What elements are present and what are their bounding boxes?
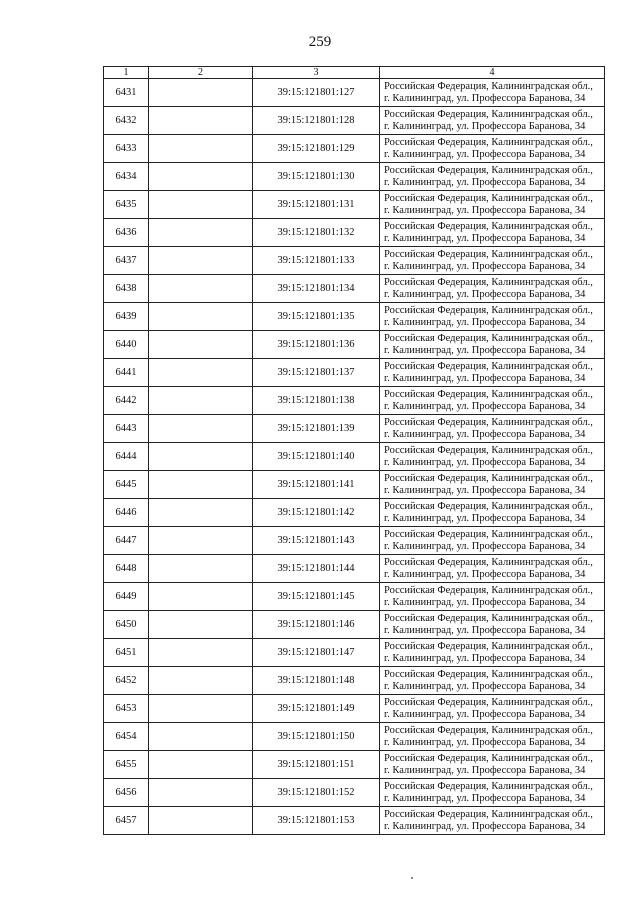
row-number-cell: 6436 — [104, 219, 149, 247]
address-line-2: г. Калининград, ул. Профессора Баранова, 34 — [384, 232, 586, 244]
row-col2-cell — [149, 135, 253, 163]
row-number-cell: 6435 — [104, 191, 149, 219]
address-cell — [380, 611, 605, 639]
address-cell — [380, 107, 605, 135]
row-number-cell: 6444 — [104, 443, 149, 471]
address-line-1: Российская Федерация, Калининградская обл., — [384, 444, 593, 456]
address-line-1: Российская Федерация, Калининградская обл., — [384, 668, 593, 680]
row-col2-cell — [149, 219, 253, 247]
address-cell — [380, 527, 605, 555]
row-number-cell: 6453 — [104, 695, 149, 723]
cadastral-number-cell: 39:15:121801:128 — [253, 107, 380, 135]
address-line-2: г. Калининград, ул. Профессора Баранова, 34 — [384, 148, 586, 160]
address-line-1: Российская Федерация, Калининградская обл., — [384, 724, 593, 736]
address-cell — [380, 639, 605, 667]
table-row — [104, 247, 605, 275]
cadastral-number-cell: 39:15:121801:140 — [253, 443, 380, 471]
table-row — [104, 583, 605, 611]
address-line-2: г. Калининград, ул. Профессора Баранова, 34 — [384, 428, 586, 440]
address-line-2: г. Калининград, ул. Профессора Баранова, 34 — [384, 596, 586, 608]
address-line-2: г. Калининград, ул. Профессора Баранова, 34 — [384, 680, 586, 692]
row-col2-cell — [149, 807, 253, 835]
row-col2-cell — [149, 527, 253, 555]
cadastral-number-cell: 39:15:121801:144 — [253, 555, 380, 583]
address-cell — [380, 331, 605, 359]
row-number-cell: 6442 — [104, 387, 149, 415]
cadastral-number-cell: 39:15:121801:143 — [253, 527, 380, 555]
page-number: 259 — [308, 34, 332, 50]
header-row — [104, 67, 605, 79]
address-line-2: г. Калининград, ул. Профессора Баранова, 34 — [384, 792, 586, 804]
row-number-cell: 6447 — [104, 527, 149, 555]
row-number-cell: 6455 — [104, 751, 149, 779]
address-line-1: Российская Федерация, Калининградская обл., — [384, 416, 593, 428]
cadastral-number-cell: 39:15:121801:134 — [253, 275, 380, 303]
address-line-1: Российская Федерация, Калининградская обл., — [384, 276, 593, 288]
row-number-cell: 6440 — [104, 331, 149, 359]
address-line-2: г. Калининград, ул. Профессора Баранова, 34 — [384, 204, 586, 216]
cadastral-number-cell: 39:15:121801:139 — [253, 415, 380, 443]
row-number-cell: 6431 — [104, 79, 149, 107]
cadastral-number-cell: 39:15:121801:135 — [253, 303, 380, 331]
row-col2-cell — [149, 555, 253, 583]
address-cell — [380, 443, 605, 471]
address-line-2: г. Калининград, ул. Профессора Баранова, 34 — [384, 540, 586, 552]
address-line-2: г. Калининград, ул. Профессора Баранова, 34 — [384, 820, 586, 832]
table-row — [104, 163, 605, 191]
address-line-1: Российская Федерация, Калининградская обл., — [384, 220, 593, 232]
address-line-2: г. Калининград, ул. Профессора Баранова, 34 — [384, 736, 586, 748]
address-cell — [380, 275, 605, 303]
table-row — [104, 639, 605, 667]
row-number-cell: 6438 — [104, 275, 149, 303]
table-row — [104, 135, 605, 163]
row-col2-cell — [149, 275, 253, 303]
header-col-4: 4 — [380, 67, 605, 79]
address-line-1: Российская Федерация, Калининградская обл., — [384, 584, 593, 596]
table-header — [104, 67, 605, 79]
table-row — [104, 527, 605, 555]
address-line-2: г. Калининград, ул. Профессора Баранова, 34 — [384, 624, 586, 636]
table-row — [104, 191, 605, 219]
table-body — [104, 79, 605, 835]
address-cell — [380, 667, 605, 695]
cadastral-number-cell: 39:15:121801:131 — [253, 191, 380, 219]
cadastral-number-cell: 39:15:121801:142 — [253, 499, 380, 527]
cadastral-number-cell: 39:15:121801:145 — [253, 583, 380, 611]
table-row — [104, 751, 605, 779]
header-col-1: 1 — [104, 67, 149, 79]
address-line-2: г. Калининград, ул. Профессора Баранова, 34 — [384, 568, 586, 580]
cadastral-number-cell: 39:15:121801:148 — [253, 667, 380, 695]
address-line-1: Российская Федерация, Калининградская обл., — [384, 388, 593, 400]
cadastral-number-cell: 39:15:121801:146 — [253, 611, 380, 639]
address-line-1: Российская Федерация, Калининградская обл., — [384, 80, 593, 92]
table-row — [104, 695, 605, 723]
address-line-1: Российская Федерация, Калининградская обл., — [384, 556, 593, 568]
address-cell — [380, 751, 605, 779]
address-line-1: Российская Федерация, Калининградская обл., — [384, 192, 593, 204]
address-cell — [380, 219, 605, 247]
address-cell — [380, 499, 605, 527]
address-line-1: Российская Федерация, Калининградская обл., — [384, 108, 593, 120]
row-number-cell: 6433 — [104, 135, 149, 163]
row-col2-cell — [149, 583, 253, 611]
cadastral-number-cell: 39:15:121801:136 — [253, 331, 380, 359]
table-row — [104, 331, 605, 359]
row-col2-cell — [149, 303, 253, 331]
row-number-cell: 6437 — [104, 247, 149, 275]
header-col-2: 2 — [149, 67, 253, 79]
address-line-2: г. Калининград, ул. Профессора Баранова, 34 — [384, 456, 586, 468]
cadastral-number-cell: 39:15:121801:147 — [253, 639, 380, 667]
table-row — [104, 779, 605, 807]
cadastral-number-cell: 39:15:121801:141 — [253, 471, 380, 499]
cadastral-number-cell: 39:15:121801:132 — [253, 219, 380, 247]
address-cell — [380, 555, 605, 583]
address-line-2: г. Калининград, ул. Профессора Баранова, 34 — [384, 652, 586, 664]
row-col2-cell — [149, 695, 253, 723]
row-col2-cell — [149, 247, 253, 275]
row-col2-cell — [149, 191, 253, 219]
address-line-2: г. Калининград, ул. Профессора Баранова, 34 — [384, 288, 586, 300]
row-number-cell: 6450 — [104, 611, 149, 639]
row-col2-cell — [149, 107, 253, 135]
address-line-1: Российская Федерация, Калининградская обл., — [384, 304, 593, 316]
address-line-2: г. Калининград, ул. Профессора Баранова, 34 — [384, 176, 586, 188]
table-row — [104, 723, 605, 751]
address-cell — [380, 723, 605, 751]
address-cell — [380, 359, 605, 387]
table-row — [104, 359, 605, 387]
row-col2-cell — [149, 723, 253, 751]
address-line-1: Российская Федерация, Калининградская обл., — [384, 360, 593, 372]
row-col2-cell — [149, 443, 253, 471]
address-line-1: Российская Федерация, Калининградская обл., — [384, 472, 593, 484]
table-row — [104, 107, 605, 135]
row-col2-cell — [149, 779, 253, 807]
row-col2-cell — [149, 359, 253, 387]
address-line-2: г. Калининград, ул. Профессора Баранова, 34 — [384, 400, 586, 412]
row-number-cell: 6434 — [104, 163, 149, 191]
address-cell — [380, 695, 605, 723]
address-line-2: г. Калининград, ул. Профессора Баранова, 34 — [384, 708, 586, 720]
row-number-cell: 6456 — [104, 779, 149, 807]
address-line-2: г. Калининград, ул. Профессора Баранова, 34 — [384, 372, 586, 384]
address-line-2: г. Калининград, ул. Профессора Баранова, 34 — [384, 484, 586, 496]
address-line-1: Российская Федерация, Калининградская обл., — [384, 248, 593, 260]
address-line-1: Российская Федерация, Калининградская обл., — [384, 780, 593, 792]
cadastral-number-cell: 39:15:121801:153 — [253, 807, 380, 835]
address-cell — [380, 779, 605, 807]
row-number-cell: 6443 — [104, 415, 149, 443]
address-cell — [380, 79, 605, 107]
cadastral-number-cell: 39:15:121801:152 — [253, 779, 380, 807]
address-line-2: г. Калининград, ул. Профессора Баранова, 34 — [384, 316, 586, 328]
header-col-3: 3 — [253, 67, 380, 79]
cadastral-number-cell: 39:15:121801:149 — [253, 695, 380, 723]
table-row — [104, 667, 605, 695]
row-col2-cell — [149, 499, 253, 527]
address-line-1: Российская Федерация, Калининградская обл., — [384, 612, 593, 624]
address-line-2: г. Калининград, ул. Профессора Баранова, 34 — [384, 260, 586, 272]
table-row — [104, 219, 605, 247]
table-row — [104, 611, 605, 639]
row-number-cell: 6451 — [104, 639, 149, 667]
address-line-1: Российская Федерация, Калининградская обл., — [384, 640, 593, 652]
row-col2-cell — [149, 611, 253, 639]
registry-table — [103, 66, 605, 835]
table-row — [104, 79, 605, 107]
cadastral-number-cell: 39:15:121801:133 — [253, 247, 380, 275]
address-line-2: г. Калининград, ул. Профессора Баранова, 34 — [384, 120, 586, 132]
address-line-1: Российская Федерация, Калининградская обл., — [384, 752, 593, 764]
cadastral-number-cell: 39:15:121801:130 — [253, 163, 380, 191]
address-line-1: Российская Федерация, Калининградская обл., — [384, 500, 593, 512]
row-number-cell: 6432 — [104, 107, 149, 135]
row-number-cell: 6448 — [104, 555, 149, 583]
address-line-1: Российская Федерация, Калининградская обл., — [384, 696, 593, 708]
address-cell — [380, 807, 605, 835]
row-col2-cell — [149, 751, 253, 779]
address-line-1: Российская Федерация, Калининградская обл., — [384, 528, 593, 540]
address-cell — [380, 583, 605, 611]
row-number-cell: 6449 — [104, 583, 149, 611]
row-col2-cell — [149, 387, 253, 415]
table-row — [104, 415, 605, 443]
row-number-cell: 6452 — [104, 667, 149, 695]
table-row — [104, 807, 605, 835]
cadastral-number-cell: 39:15:121801:138 — [253, 387, 380, 415]
address-line-1: Российская Федерация, Калининградская обл., — [384, 332, 593, 344]
table-row — [104, 471, 605, 499]
address-line-1: Российская Федерация, Калининградская обл., — [384, 808, 593, 820]
row-number-cell: 6445 — [104, 471, 149, 499]
row-col2-cell — [149, 667, 253, 695]
table-row — [104, 303, 605, 331]
table-row — [104, 275, 605, 303]
row-col2-cell — [149, 79, 253, 107]
row-number-cell: 6457 — [104, 807, 149, 835]
row-col2-cell — [149, 331, 253, 359]
address-cell — [380, 135, 605, 163]
row-number-cell: 6454 — [104, 723, 149, 751]
address-line-2: г. Калининград, ул. Профессора Баранова, 34 — [384, 92, 586, 104]
table-row — [104, 499, 605, 527]
address-cell — [380, 303, 605, 331]
scan-dot — [411, 877, 413, 879]
address-line-2: г. Калининград, ул. Профессора Баранова, 34 — [384, 764, 586, 776]
table-row — [104, 555, 605, 583]
cadastral-number-cell: 39:15:121801:137 — [253, 359, 380, 387]
address-cell — [380, 247, 605, 275]
cadastral-number-cell: 39:15:121801:150 — [253, 723, 380, 751]
cadastral-number-cell: 39:15:121801:129 — [253, 135, 380, 163]
row-col2-cell — [149, 639, 253, 667]
row-number-cell: 6441 — [104, 359, 149, 387]
cadastral-number-cell: 39:15:121801:127 — [253, 79, 380, 107]
cadastral-number-cell: 39:15:121801:151 — [253, 751, 380, 779]
table-row — [104, 387, 605, 415]
address-cell — [380, 471, 605, 499]
address-cell — [380, 163, 605, 191]
row-number-cell: 6439 — [104, 303, 149, 331]
row-col2-cell — [149, 471, 253, 499]
address-cell — [380, 387, 605, 415]
address-line-1: Российская Федерация, Калининградская обл., — [384, 164, 593, 176]
address-line-1: Российская Федерация, Калининградская обл., — [384, 136, 593, 148]
row-col2-cell — [149, 415, 253, 443]
address-cell — [380, 415, 605, 443]
row-col2-cell — [149, 163, 253, 191]
address-line-2: г. Калининград, ул. Профессора Баранова, 34 — [384, 344, 586, 356]
address-cell — [380, 191, 605, 219]
row-number-cell: 6446 — [104, 499, 149, 527]
address-line-2: г. Калининград, ул. Профессора Баранова, 34 — [384, 512, 586, 524]
table-row — [104, 443, 605, 471]
